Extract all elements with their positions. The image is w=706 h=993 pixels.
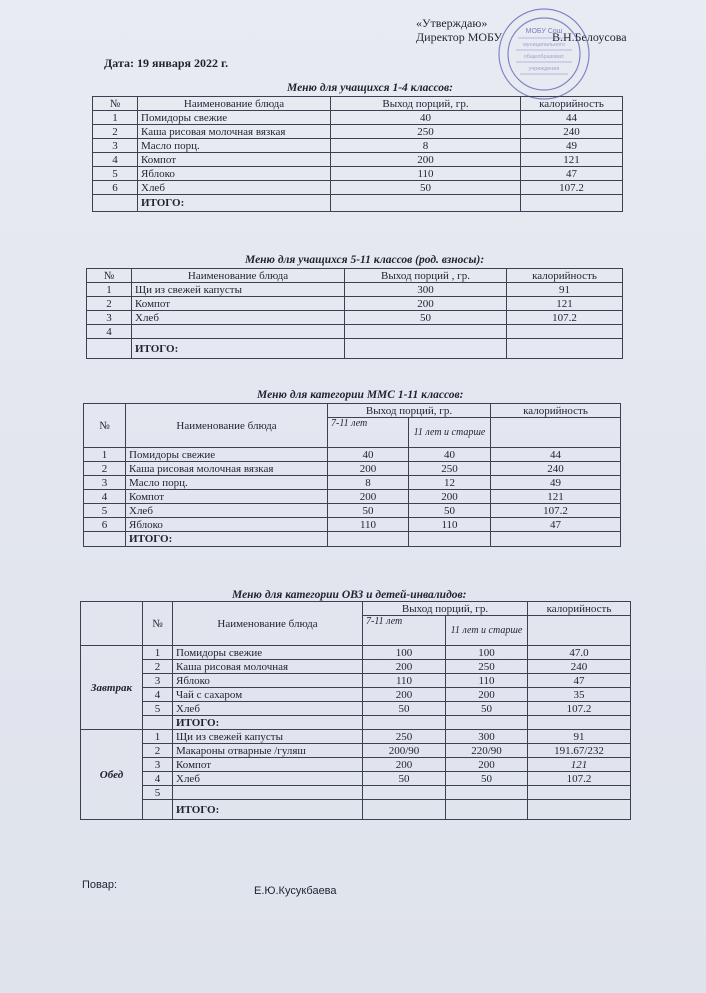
table-row: 4 Компот 200 200 121	[84, 490, 621, 504]
table-row: 5 Хлеб 50 50 107.2	[81, 702, 631, 716]
table-row: 3 Хлеб 50 107.2	[87, 311, 623, 325]
col-dish: Наименование блюда	[126, 404, 328, 448]
stamp-icon	[496, 6, 592, 102]
total-row: ИТОГО:	[84, 532, 621, 547]
col-calories: калорийность	[521, 97, 623, 111]
age-11-plus: 11 лет и старше	[409, 418, 491, 448]
table-row: 4 Компот 200 121	[93, 153, 623, 167]
table-row: 5 Яблоко 110 47	[93, 167, 623, 181]
section4-title: Меню для категории ОВЗ и детей-инвалидов:	[232, 589, 467, 601]
col-dish: Наименование блюда	[138, 97, 331, 111]
section2-title: Меню для учащихся 5-11 классов (род. взносы):	[245, 254, 485, 266]
table-row: 1 Помидоры свежие 40 44	[93, 111, 623, 125]
total-row: ИТОГО:	[87, 339, 623, 359]
table-row: 2 Каша рисовая молочная вязкая 250 240	[93, 125, 623, 139]
menu-table-grades-1-4	[92, 96, 623, 212]
col-calories: калорийность	[491, 404, 621, 418]
age-7-11: 7-11 лет	[328, 418, 409, 448]
table-header-row	[87, 269, 623, 283]
table-row: 4 Хлеб 50 50 107.2	[81, 772, 631, 786]
cook-label: Повар:	[82, 879, 118, 891]
cook-name: Е.Ю.Кусукбаева	[254, 885, 337, 897]
table-row: 6 Хлеб 50 107.2	[93, 181, 623, 195]
document-date: Дата: 19 января 2022 г.	[104, 56, 229, 70]
total-row: ИТОГО:	[81, 716, 631, 730]
table-row: 3 Масло порц. 8 49	[93, 139, 623, 153]
table-row: Завтрак 1 Помидоры свежие 100 100 47.0	[81, 646, 631, 660]
table-header-row	[93, 97, 623, 111]
director-name: В.Н.Белоусова	[552, 30, 627, 44]
meal-lunch: Обед	[81, 730, 143, 820]
age-7-11: 7-11 лет	[363, 616, 446, 646]
stamp-text: МОБУ Сош	[525, 28, 563, 35]
table-row: 4	[87, 325, 623, 339]
svg-text:общеобразоват.: общеобразоват.	[523, 54, 565, 60]
section3-title: Меню для категории ММС 1-11 классов:	[257, 389, 464, 401]
svg-text:учреждения: учреждения	[528, 66, 560, 72]
table-header-row	[81, 602, 631, 616]
table-row: 3 Компот 200 200 121	[81, 758, 631, 772]
table-row: 3 Масло порц. 8 12 49	[84, 476, 621, 490]
table-row: Обед 1 Щи из свежей капусты 250 300 91	[81, 730, 631, 744]
menu-table-ovz	[80, 601, 631, 820]
table-row: 5	[81, 786, 631, 800]
menu-table-grades-5-11	[86, 268, 623, 359]
table-row: 2 Компот 200 121	[87, 297, 623, 311]
col-number: №	[93, 97, 138, 111]
section1-title: Меню для учащихся 1-4 классов:	[287, 82, 454, 94]
table-row: 2 Макароны отварные /гуляш 200/90 220/90 191.67/232	[81, 744, 631, 758]
col-number: №	[84, 404, 126, 448]
col-calories: калорийность	[528, 602, 631, 616]
table-row: 2 Каша рисовая молочная вязкая 200 250 240	[84, 462, 621, 476]
col-number: №	[143, 602, 173, 646]
table-row: 2 Каша рисовая молочная 200 250 240	[81, 660, 631, 674]
table-row: 6 Яблоко 110 110 47	[84, 518, 621, 532]
col-portion: Выход порций, гр.	[363, 602, 528, 616]
age-11-plus: 11 лет и старше	[446, 616, 528, 646]
col-portion: Выход порций, гр.	[331, 97, 521, 111]
table-row: 5 Хлеб 50 50 107.2	[84, 504, 621, 518]
total-row: ИТОГО:	[81, 800, 631, 820]
col-portion: Выход порций , гр.	[345, 269, 507, 283]
table-row: 4 Чай с сахаром 200 200 35	[81, 688, 631, 702]
total-row: ИТОГО:	[93, 195, 623, 212]
svg-text:муниципального: муниципального	[522, 42, 566, 48]
table-row: 3 Яблоко 110 110 47	[81, 674, 631, 688]
col-dish: Наименование блюда	[132, 269, 345, 283]
table-header-row	[84, 404, 621, 418]
director-line: Директор МОБУ В.Н.Белоусова	[416, 30, 627, 44]
col-dish: Наименование блюда	[173, 602, 363, 646]
col-number: №	[87, 269, 132, 283]
table-row: 1 Щи из свежей капусты 300 91	[87, 283, 623, 297]
approve-line: «Утверждаю»	[416, 16, 488, 30]
table-row: 1 Помидоры свежие 40 40 44	[84, 448, 621, 462]
col-calories: калорийность	[507, 269, 623, 283]
col-portion: Выход порций, гр.	[328, 404, 491, 418]
menu-table-mms	[83, 403, 621, 547]
meal-breakfast: Завтрак	[81, 646, 143, 730]
